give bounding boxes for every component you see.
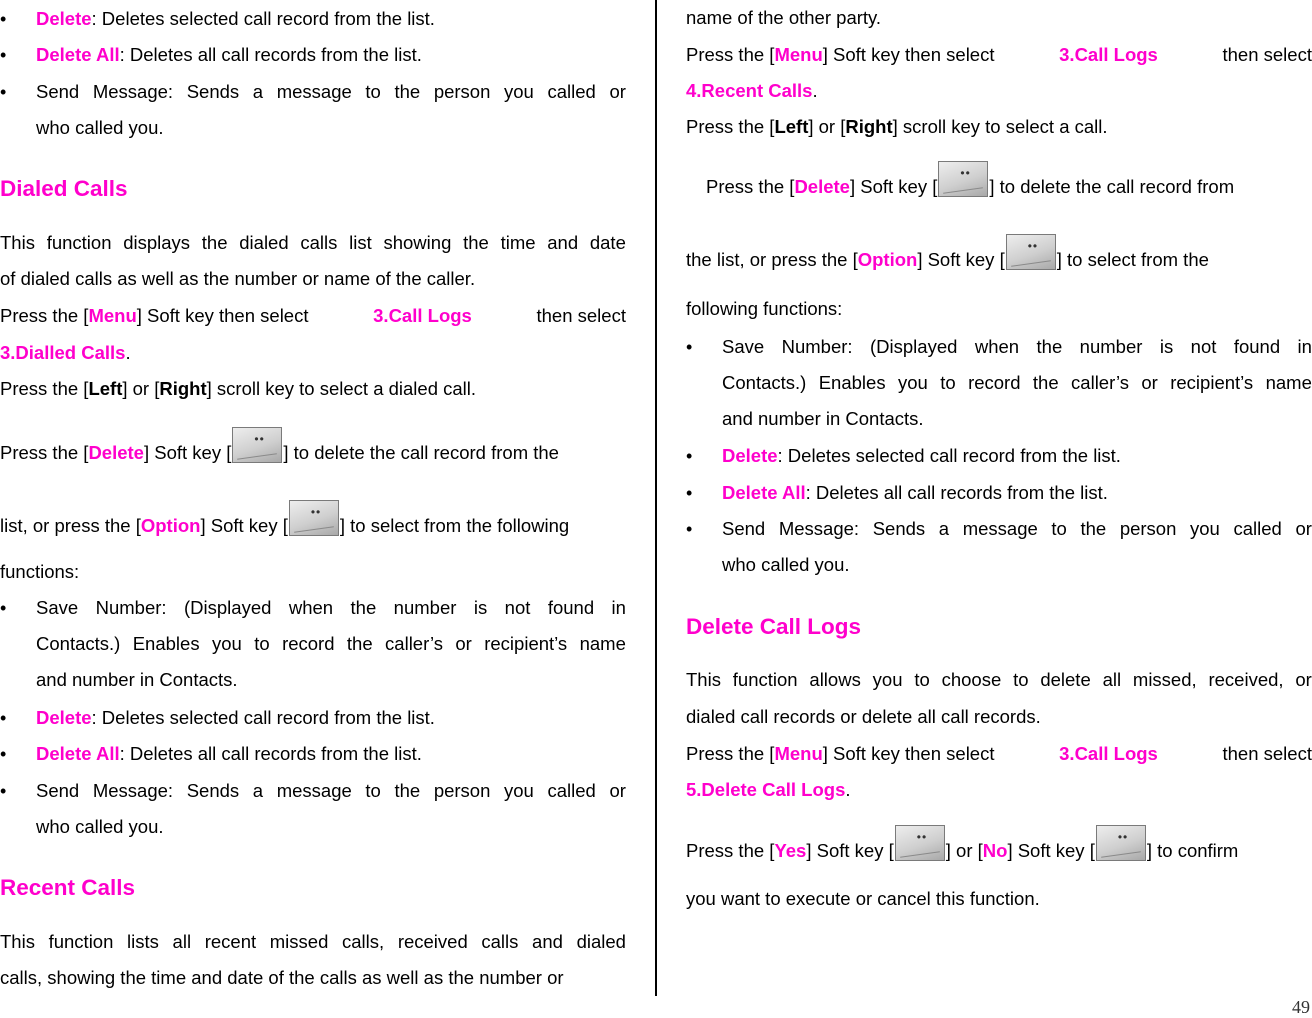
soft-key-icon: •• (232, 427, 282, 463)
scroll-instruction: Press the [Left] or [Right] scroll key to select a call. (686, 116, 1108, 137)
menu-instruction: Press the [Menu] Soft key then select 3.Call Logs then select (686, 743, 1312, 764)
bullet: • (686, 446, 693, 466)
option-instruction: the list, or press the [Option] Soft key [ •• ] to select from the (686, 234, 1312, 280)
list-item-send-message-cont: who called you. (722, 554, 850, 575)
soft-key-icon: •• (289, 500, 339, 536)
paragraph-line: This function allows you to choose to delete all missed, received, or (686, 669, 1312, 690)
paragraph-line: name of the other party. (686, 7, 882, 28)
list-item-delete-all: Delete All: Deletes all call records from the list. (36, 743, 422, 764)
list-item-save-number: Save Number: (Displayed when the number is not found in (36, 597, 626, 618)
bullet: • (686, 519, 693, 539)
menu-instruction: Press the [Menu] Soft key then select 3.Call Logs then select (0, 305, 626, 326)
confirm-instruction: Press the [Yes] Soft key [ •• ] or [No] Soft key [ •• ] to confirm (686, 825, 1312, 871)
scroll-instruction: Press the [Left] or [Right] scroll key to select a dialed call. (0, 378, 477, 399)
list-item-delete: Delete: Deletes selected call record from the list. (36, 707, 435, 728)
bullet: • (0, 82, 7, 102)
list-item-delete: Delete: Deletes selected call record from the list. (36, 8, 435, 29)
menu-instruction: Press the [Menu] Soft key then select 3.Call Logs then select (686, 44, 1312, 65)
list-item-save-number-cont: Contacts.) Enables you to record the caller’s or recipient’s name (36, 633, 626, 654)
list-item-send-message: Send Message: Sends a message to the person you called or (36, 780, 626, 801)
column-divider (655, 0, 657, 996)
heading-dialed-calls: Dialed Calls (0, 176, 128, 201)
paragraph-line: you want to execute or cancel this function. (686, 888, 1040, 909)
paragraph-line: of dialed calls as well as the number or name of the caller. (0, 268, 476, 289)
list-item-delete-all: Delete All: Deletes all call records from the list. (722, 482, 1108, 503)
paragraph-line: This function displays the dialed calls list showing the time and date (0, 232, 626, 253)
bullet: • (0, 598, 7, 618)
page-number: 49 (1292, 997, 1310, 1017)
soft-key-icon: •• (938, 161, 988, 197)
heading-recent-calls: Recent Calls (0, 875, 136, 900)
menu-target: 3.Dialled Calls. (0, 342, 131, 363)
delete-instruction: Press the [Delete] Soft key [ •• ] to delete the call record from (706, 161, 1312, 207)
menu-target: 5.Delete Call Logs. (686, 779, 851, 800)
list-item-send-message-cont: who called you. (36, 117, 164, 138)
list-item-delete: Delete: Deletes selected call record from the list. (722, 445, 1121, 466)
list-item-send-message: Send Message: Sends a message to the person you called or (36, 81, 626, 102)
soft-key-icon: •• (1006, 234, 1056, 270)
functions-label: following functions: (686, 298, 843, 319)
list-item-send-message-cont: who called you. (36, 816, 164, 837)
bullet: • (686, 337, 693, 357)
functions-label: functions: (0, 561, 80, 582)
soft-key-icon: •• (895, 825, 945, 861)
menu-target: 4.Recent Calls. (686, 80, 818, 101)
delete-instruction: Press the [Delete] Soft key [ •• ] to delete the call record from the (0, 427, 626, 473)
bullet: • (0, 45, 7, 65)
paragraph-line: calls, showing the time and date of the calls as well as the number or (0, 967, 564, 988)
soft-key-icon: •• (1096, 825, 1146, 861)
bullet: • (0, 744, 7, 764)
paragraph-line: This function lists all recent missed calls, received calls and dialed (0, 931, 626, 952)
list-item-save-number-cont: Contacts.) Enables you to record the caller’s or recipient’s name (722, 372, 1312, 393)
bullet: • (686, 483, 693, 503)
list-item-delete-all: Delete All: Deletes all call records from the list. (36, 44, 422, 65)
list-item-save-number-cont: and number in Contacts. (36, 669, 238, 690)
bullet: • (0, 708, 7, 728)
list-item-send-message: Send Message: Sends a message to the person you called or (722, 518, 1312, 539)
bullet: • (0, 781, 7, 801)
option-instruction: list, or press the [Option] Soft key [ •• ] to select from the following (0, 500, 626, 546)
list-item-save-number-cont: and number in Contacts. (722, 408, 924, 429)
heading-delete-call-logs: Delete Call Logs (686, 614, 862, 639)
paragraph-line: dialed call records or delete all call records. (686, 706, 1041, 727)
bullet: • (0, 9, 7, 29)
list-item-save-number: Save Number: (Displayed when the number is not found in (722, 336, 1312, 357)
